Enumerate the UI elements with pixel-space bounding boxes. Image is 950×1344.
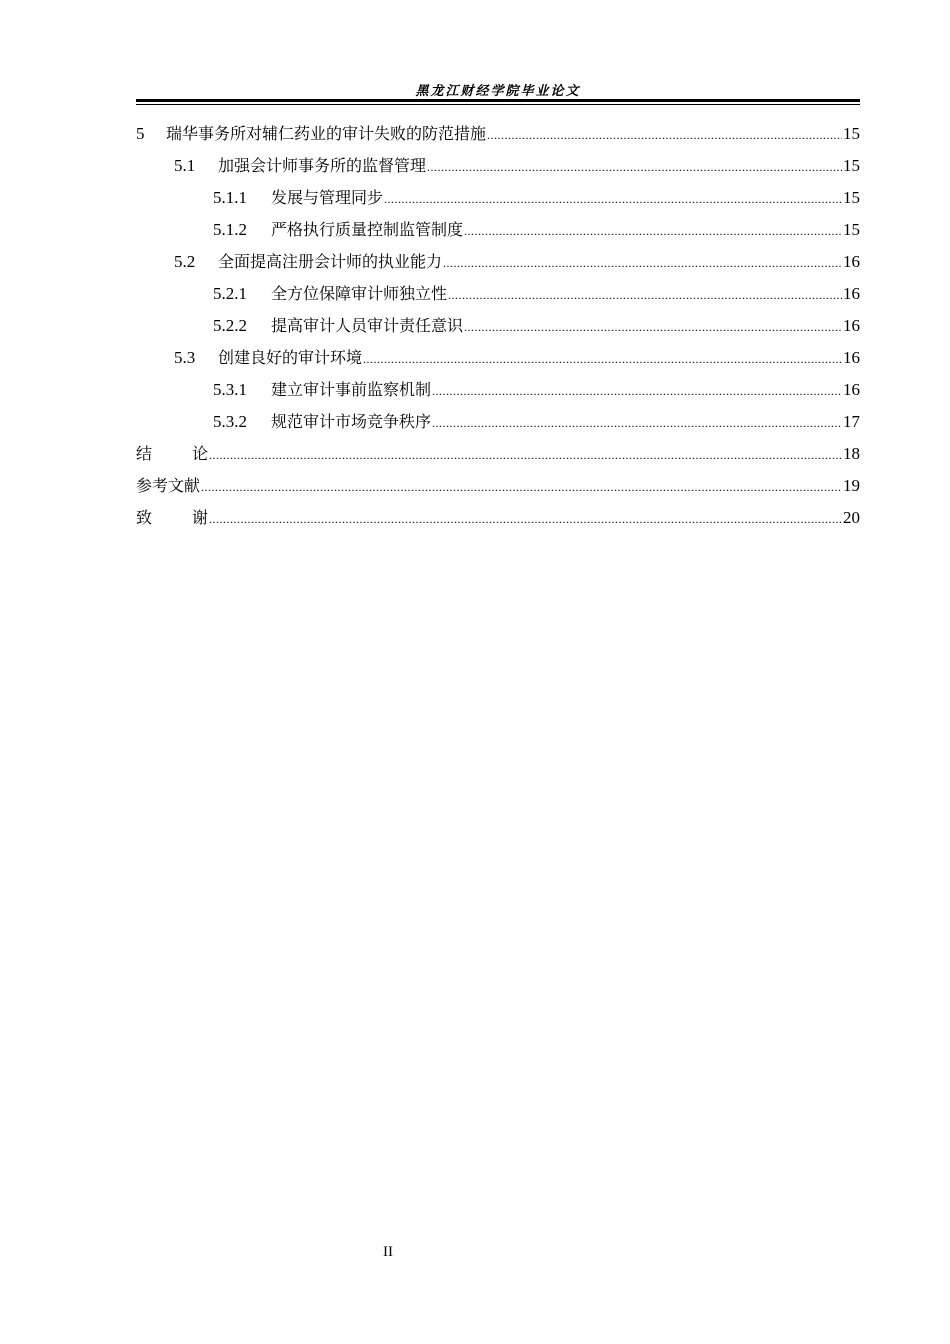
toc-entry-number: 5.2	[174, 252, 196, 271]
toc-entry-title: 结论	[136, 444, 249, 463]
toc-entry-title: 参考文献	[136, 476, 201, 495]
toc-entry-page: 16	[843, 284, 860, 303]
footer-page-number: II	[383, 1244, 393, 1260]
toc-entry-number: 5	[136, 124, 145, 143]
toc-entry-number: 5.3.1	[213, 380, 247, 399]
toc-entry-page: 16	[843, 252, 860, 271]
toc-leader-dots	[384, 183, 842, 215]
toc-entry-title: 全面提高注册会计师的执业能力	[218, 252, 443, 271]
toc-leader-dots	[464, 311, 842, 343]
page-header	[136, 80, 860, 101]
toc-leader-dots	[363, 343, 842, 375]
toc-entry-conclusion[interactable]	[136, 438, 860, 470]
toc-entry[interactable]	[136, 246, 860, 278]
toc-entry-references[interactable]	[136, 470, 860, 502]
toc-leader-dots	[201, 471, 842, 503]
toc-entry[interactable]	[136, 278, 860, 310]
toc-entry-acknowledgements[interactable]	[136, 502, 860, 534]
toc-entry-title: 发展与管理同步	[271, 188, 384, 207]
toc-entry-page: 16	[843, 380, 860, 399]
header-rule-thick	[136, 99, 860, 102]
toc-entry[interactable]	[136, 406, 860, 438]
table-of-contents	[136, 118, 860, 534]
toc-entry[interactable]	[136, 118, 860, 150]
toc-entry-number: 5.2.1	[213, 284, 247, 303]
toc-entry-title: 严格执行质量控制监管制度	[271, 220, 464, 239]
toc-entry-page: 15	[843, 124, 860, 143]
page-footer	[0, 1244, 776, 1261]
header-title: 黑龙江财经学院毕业论文	[415, 84, 581, 99]
toc-entry[interactable]	[136, 374, 860, 406]
toc-entry-page: 15	[843, 156, 860, 175]
toc-entry[interactable]	[136, 214, 860, 246]
toc-entry-number: 5.3.2	[213, 412, 247, 431]
toc-leader-dots	[209, 503, 842, 535]
toc-entry-title: 提高审计人员审计责任意识	[271, 316, 464, 335]
toc-leader-dots	[427, 151, 842, 183]
toc-leader-dots	[443, 247, 842, 279]
toc-entry[interactable]	[136, 182, 860, 214]
toc-leader-dots	[432, 407, 842, 439]
toc-entry[interactable]	[136, 310, 860, 342]
toc-entry-page: 16	[843, 348, 860, 367]
toc-entry[interactable]	[136, 342, 860, 374]
toc-entry-page: 16	[843, 316, 860, 335]
toc-leader-dots	[209, 439, 842, 471]
toc-leader-dots	[464, 215, 842, 247]
toc-entry-page: 20	[843, 508, 860, 527]
toc-leader-dots	[448, 279, 842, 311]
toc-entry-number: 5.1.1	[213, 188, 247, 207]
header-rule-thin	[136, 104, 860, 105]
toc-entry-title: 建立审计事前监察机制	[271, 380, 432, 399]
toc-entry-title: 规范审计市场竞争秩序	[271, 412, 432, 431]
toc-entry-number: 5.1	[174, 156, 196, 175]
toc-entry-page: 18	[843, 444, 860, 463]
toc-entry-number: 5.3	[174, 348, 196, 367]
toc-leader-dots	[487, 119, 842, 151]
toc-entry-title: 全方位保障审计师独立性	[271, 284, 448, 303]
toc-entry-page: 15	[843, 220, 860, 239]
toc-entry-page: 17	[843, 412, 860, 431]
toc-entry-number: 5.1.2	[213, 220, 247, 239]
toc-entry[interactable]	[136, 150, 860, 182]
toc-entry-title: 瑞华事务所对辅仁药业的审计失败的防范措施	[166, 124, 487, 143]
toc-entry-title: 致谢	[136, 508, 249, 527]
toc-entry-page: 19	[843, 476, 860, 495]
toc-entry-page: 15	[843, 188, 860, 207]
toc-leader-dots	[432, 375, 842, 407]
toc-entry-title: 创建良好的审计环境	[218, 348, 363, 367]
toc-entry-title: 加强会计师事务所的监督管理	[218, 156, 427, 175]
toc-entry-number: 5.2.2	[213, 316, 247, 335]
